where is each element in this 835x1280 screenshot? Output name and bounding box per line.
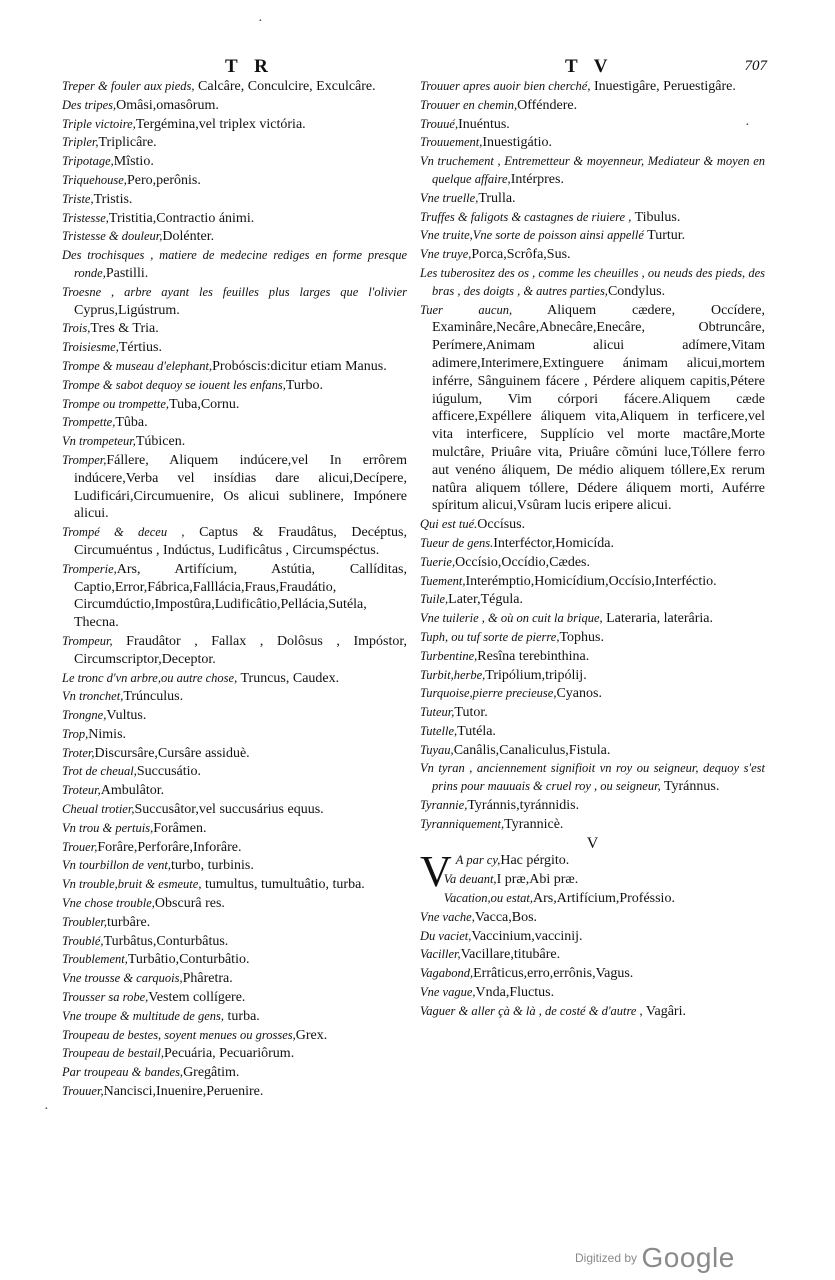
entry-term: Troter, bbox=[62, 745, 95, 760]
entry-term: Troubler, bbox=[62, 914, 108, 929]
running-head-right: T V bbox=[565, 56, 614, 77]
dictionary-entry bbox=[62, 876, 407, 894]
entry-gloss: Tristis. bbox=[93, 191, 133, 207]
entry-gloss: Tûba. bbox=[115, 415, 148, 431]
entry-term: Troublement, bbox=[62, 952, 128, 967]
dictionary-entry bbox=[62, 839, 407, 857]
entry-gloss: Tyránnus. bbox=[660, 779, 720, 795]
entry-term: Vne vache, bbox=[420, 909, 475, 924]
dictionary-entry bbox=[420, 797, 765, 815]
entry-gloss: Canâlis,Canaliculus,Fistula. bbox=[453, 742, 611, 758]
entry-gloss: Resîna terebinthina. bbox=[477, 648, 590, 664]
entry-gloss: Succusâtor,vel succusárius equus. bbox=[134, 802, 324, 818]
entry-gloss: Forâmen. bbox=[153, 820, 207, 836]
entry-term: Triste, bbox=[62, 191, 94, 206]
print-speck: · bbox=[44, 1102, 49, 1117]
entry-term: Qui est tué. bbox=[420, 517, 478, 532]
entry-gloss: Inuéntus. bbox=[458, 116, 510, 132]
entry-gloss: Mîstio. bbox=[113, 154, 154, 170]
entry-gloss: Dolénter. bbox=[162, 229, 215, 245]
entry-gloss: Gregâtim. bbox=[183, 1065, 240, 1081]
entry-term: Tuteur, bbox=[420, 705, 455, 720]
entry-gloss: Lateraria, laterâria. bbox=[602, 611, 713, 627]
dictionary-entry bbox=[420, 742, 765, 760]
entry-term: Trompe & museau d'elephant, bbox=[62, 358, 213, 373]
entry-term: Trouué, bbox=[420, 116, 459, 131]
entry-term: Tromperie, bbox=[62, 561, 117, 576]
dictionary-entry bbox=[420, 685, 765, 703]
dictionary-entry bbox=[62, 914, 407, 932]
dictionary-entry bbox=[62, 633, 407, 669]
dictionary-entry bbox=[420, 760, 765, 796]
entry-gloss: Túbicen. bbox=[135, 434, 186, 450]
dictionary-entry bbox=[420, 871, 765, 889]
entry-term: Triquehouse, bbox=[62, 172, 127, 187]
entry-gloss: Hac pérgito. bbox=[500, 853, 570, 869]
entry-term: Des tripes, bbox=[62, 97, 117, 112]
dictionary-entry bbox=[62, 670, 407, 688]
dictionary-entry bbox=[420, 134, 765, 152]
entry-gloss: Tripólium,tripólij. bbox=[485, 667, 587, 683]
entry-term: Vn trou & pertuis, bbox=[62, 820, 154, 835]
dictionary-entry bbox=[420, 965, 765, 983]
entry-term: Tristesse, bbox=[62, 210, 109, 225]
entry-term: Trois, bbox=[62, 321, 91, 336]
dictionary-entry bbox=[420, 302, 765, 516]
entry-gloss: Porca,Scrôfa,Sus. bbox=[471, 247, 571, 263]
dictionary-entry bbox=[420, 984, 765, 1002]
dictionary-entry bbox=[62, 116, 407, 134]
entry-gloss: Fraudâtor , Fallax , Dolôsus , Impóstor, Circumscriptor,Deceptor. bbox=[74, 633, 407, 667]
entry-term: Vne truye, bbox=[420, 247, 472, 262]
entry-gloss: Occísus. bbox=[477, 517, 526, 533]
entry-gloss: Vnda,Fluctus. bbox=[475, 985, 555, 1001]
entry-term: Vne vague, bbox=[420, 985, 476, 1000]
entry-gloss: Occísio,Occídio,Cædes. bbox=[455, 554, 590, 570]
dictionary-entry bbox=[420, 667, 765, 685]
dictionary-entry bbox=[62, 763, 407, 781]
entry-term: A par cy, bbox=[455, 853, 501, 868]
entry-term: Tyranniquement, bbox=[420, 816, 505, 831]
dictionary-entry bbox=[62, 452, 407, 523]
dropcap-letter: V bbox=[420, 847, 452, 897]
dictionary-entry bbox=[420, 209, 765, 227]
entry-gloss: Turbâtio,Conturbâtio. bbox=[127, 952, 250, 968]
entry-gloss: Interféctor,Homicída. bbox=[493, 535, 614, 551]
entry-term: Va deuant, bbox=[443, 872, 497, 887]
entry-term: Troupeau de bestes, soyent menues ou grosses, bbox=[62, 1027, 296, 1042]
dictionary-entry bbox=[420, 573, 765, 591]
entry-gloss: turbo, turbinis. bbox=[171, 858, 254, 874]
entry-gloss: Aliquem cædere, Occídere, Examinâre,Necâre,Abnecâre,Enecâre, Obtruncâre, Perímere,Animam alicui adímere,Vitam adimere,Interimere,Extinguere ánimam alicui,mortem inférre, Sânguinem fácere , Pérdere aliquem capitis,Pétere iúgulum, Vim córpori fácere.Aliquem cæde afficere,Expéllere áliquem vita,Aliquem in terficere,vel vita interficere, Supplício vel morte mactâre,Morte mulctâre, Priuâre vita, Priuâre cõmúni luce,Tóllere ferro aut venéno áliquem, De médio aliquem tóllere,Ex rerum natûra aliquem tóllere, Dédere áliquem morti, Auférre spíritum alicui,Vsûram lucis eripere alicui. bbox=[432, 302, 765, 514]
dictionary-entry bbox=[62, 414, 407, 432]
dictionary-entry bbox=[420, 554, 765, 572]
entry-gloss: Intérpres. bbox=[510, 171, 564, 187]
entry-gloss: Succusátio. bbox=[136, 764, 202, 780]
dictionary-entry bbox=[420, 516, 765, 534]
entry-term: Tuement, bbox=[420, 573, 466, 588]
entry-term: Trot de cheual, bbox=[62, 764, 137, 779]
dictionary-entry bbox=[62, 396, 407, 414]
dictionary-entry bbox=[62, 782, 407, 800]
right-column-t-entries bbox=[420, 78, 765, 834]
entry-term: Trompé & deceu , bbox=[62, 525, 185, 540]
entry-gloss: Triplicâre. bbox=[98, 135, 157, 151]
entry-gloss: Ars, Artifícium, Astútia, Callíditas, Captio,Error,Fábrica,Falllácia,Fraus,Fraudátio, Circumdúctio,Impostûra,Ludificâtio,Pellácia,Sutéla, Thecna. bbox=[74, 561, 407, 631]
print-speck: · bbox=[745, 118, 750, 133]
dictionary-entry bbox=[62, 951, 407, 969]
entry-gloss: Vaccinium,vaccinij. bbox=[471, 928, 583, 944]
entry-gloss: Tyrannicè. bbox=[504, 816, 564, 832]
entry-term: Tuph, ou tuf sorte de pierre, bbox=[420, 629, 560, 644]
entry-term: Troesne , arbre ayant les feuilles plus larges que l'olivier bbox=[62, 284, 407, 299]
entry-term: Le tronc d'vn arbre,ou autre chose, bbox=[62, 670, 238, 685]
dictionary-entry bbox=[62, 1083, 407, 1101]
dictionary-entry bbox=[420, 704, 765, 722]
entry-gloss: turba. bbox=[224, 1008, 260, 1024]
entry-gloss: Offéndere. bbox=[517, 97, 578, 113]
entry-gloss: Fállere, Aliquem indúcere,vel In errôrem indúcere,Verba vel insídias dare alicui,Decípere, Ludificári,Circumuenire, Os alicui sublinere, Impónere alicui. bbox=[74, 452, 407, 522]
entry-gloss: Tristitia,Contractio ánimi. bbox=[108, 210, 255, 226]
dictionary-entry bbox=[62, 524, 407, 560]
entry-gloss: Interémptio,Homicídium,Occísio,Interféctio. bbox=[465, 573, 717, 589]
entry-gloss: Obscurâ res. bbox=[154, 896, 225, 912]
right-column bbox=[420, 78, 765, 1022]
entry-term: Trouuer en chemin, bbox=[420, 97, 518, 112]
entry-gloss: Vultus. bbox=[106, 708, 147, 724]
dictionary-entry bbox=[62, 688, 407, 706]
entry-term: Des trochisques , matiere de medecine rediges en forme presque ronde, bbox=[62, 248, 407, 280]
dictionary-entry bbox=[420, 116, 765, 134]
dictionary-entry bbox=[62, 172, 407, 190]
entry-gloss: Grex. bbox=[295, 1027, 328, 1043]
entry-term: Tuerie, bbox=[420, 554, 456, 569]
dictionary-entry bbox=[62, 247, 407, 283]
dictionary-entry bbox=[420, 946, 765, 964]
entry-term: Vne truelle, bbox=[420, 190, 479, 205]
entry-term: Trouuement, bbox=[420, 135, 483, 150]
dictionary-entry bbox=[62, 433, 407, 451]
entry-gloss: Omâsi,omasôrum. bbox=[116, 97, 219, 113]
entry-gloss: Tophus. bbox=[559, 629, 604, 645]
entry-term: Troupeau de bestail, bbox=[62, 1046, 164, 1061]
entry-gloss: Vestem collígere. bbox=[148, 990, 246, 1006]
entry-gloss: Inuestigâre, Peruestigâre. bbox=[590, 79, 736, 94]
entry-gloss: Later,Tégula. bbox=[448, 592, 523, 608]
entry-term: Tripler, bbox=[62, 135, 99, 150]
entry-term: Turquoise,pierre precieuse, bbox=[420, 686, 557, 701]
entry-term: Turbit,herbe, bbox=[420, 667, 486, 682]
entry-term: Trouuer apres auoir bien cherché, bbox=[420, 79, 591, 93]
entry-gloss: Turbâtus,Conturbâtus. bbox=[103, 933, 229, 949]
entry-term: Troublé, bbox=[62, 933, 104, 948]
print-speck: · bbox=[258, 14, 263, 29]
dictionary-entry bbox=[62, 134, 407, 152]
entry-term: Vaguer & aller çà & là , de costé & d'autre , bbox=[420, 1003, 643, 1018]
entry-term: Vacation,ou estat, bbox=[443, 891, 534, 906]
dictionary-entry bbox=[62, 320, 407, 338]
entry-term: Triple victoire, bbox=[62, 116, 136, 131]
entry-gloss: Inuestigátio. bbox=[482, 135, 552, 151]
entry-term: Trompe ou trompette, bbox=[62, 396, 170, 411]
entry-gloss: Cyanos. bbox=[556, 686, 602, 702]
entry-gloss: I præ,Abi præ. bbox=[496, 872, 579, 888]
entry-term: Vne trousse & carquois, bbox=[62, 971, 183, 986]
entry-gloss: Vacillare,titubâre. bbox=[460, 947, 561, 963]
dictionary-entry bbox=[420, 1003, 765, 1021]
entry-term: Tristesse & douleur, bbox=[62, 229, 163, 244]
entry-gloss: Condylus. bbox=[607, 283, 666, 299]
entry-term: Vn trouble,bruit & esmeute, bbox=[62, 877, 202, 892]
dictionary-entry bbox=[62, 745, 407, 763]
section-letter-v: V bbox=[586, 834, 599, 852]
entry-term: Vn trompeteur, bbox=[62, 434, 136, 449]
dictionary-entry bbox=[420, 227, 765, 245]
dictionary-entry bbox=[62, 339, 407, 357]
entry-term: Trop, bbox=[62, 726, 89, 741]
dictionary-entry bbox=[420, 928, 765, 946]
entry-gloss: Tergémina,vel triplex victória. bbox=[135, 116, 306, 132]
entry-term: Vaciller, bbox=[420, 947, 461, 962]
entry-gloss: Truncus, Caudex. bbox=[237, 670, 340, 686]
entry-term: Tuile, bbox=[420, 592, 449, 607]
entry-term: Trouuer, bbox=[62, 1084, 104, 1099]
dictionary-entry bbox=[420, 648, 765, 666]
dictionary-entry bbox=[420, 535, 765, 553]
entry-gloss: Trulla. bbox=[478, 190, 516, 206]
dictionary-entry bbox=[62, 1064, 407, 1082]
entry-term: Trongne, bbox=[62, 708, 107, 723]
entry-term: Trouer, bbox=[62, 839, 98, 854]
entry-gloss: Tuba,Cornu. bbox=[169, 396, 240, 412]
entry-gloss: Vagâri. bbox=[642, 1003, 686, 1019]
dictionary-entry bbox=[62, 820, 407, 838]
dictionary-entry bbox=[62, 1045, 407, 1063]
dictionary-entry bbox=[62, 707, 407, 725]
entry-term: Turbentine, bbox=[420, 648, 478, 663]
entry-term: Vn tronchet, bbox=[62, 689, 124, 704]
entry-gloss: Turtur. bbox=[643, 228, 686, 244]
entry-gloss: Pecuária, Pecuariôrum. bbox=[163, 1046, 295, 1062]
entry-gloss: Ars,Artifícium,Proféssio. bbox=[533, 891, 675, 907]
entry-gloss: tumultus, tumultuâtio, turba. bbox=[201, 877, 365, 893]
entry-term: Truffes & faligots & castagnes de riuiere , bbox=[420, 209, 632, 224]
dictionary-entry bbox=[62, 97, 407, 115]
dictionary-entry bbox=[62, 1008, 407, 1026]
entry-gloss: Pastilli. bbox=[105, 265, 149, 281]
right-column-v-entries bbox=[420, 871, 765, 1020]
entry-term: Les tuberositez des os , comme les cheuilles , ou neuds des pieds, des bras , des doigts , & autres parties, bbox=[420, 265, 765, 298]
dictionary-entry bbox=[62, 377, 407, 395]
entry-gloss: Tibulus. bbox=[631, 209, 681, 225]
entry-term: Du vaciet, bbox=[420, 928, 472, 943]
entry-term: Vne troupe & multitude de gens, bbox=[62, 1008, 225, 1023]
dictionary-entry bbox=[62, 210, 407, 228]
entry-gloss: Errâticus,erro,errônis,Vagus. bbox=[473, 966, 634, 982]
entry-gloss: Trúnculus. bbox=[123, 689, 184, 705]
dictionary-entry bbox=[420, 190, 765, 208]
entry-gloss: Tutéla. bbox=[457, 723, 496, 739]
dictionary-entry bbox=[420, 97, 765, 115]
dictionary-entry bbox=[420, 629, 765, 647]
entry-gloss: Tres & Tria. bbox=[90, 321, 159, 337]
entry-term: Vn tourbillon de vent, bbox=[62, 858, 172, 873]
google-logo: Google bbox=[641, 1242, 735, 1273]
dictionary-entry bbox=[62, 933, 407, 951]
entry-term: Trompette, bbox=[62, 415, 116, 430]
entry-gloss: Turbo. bbox=[285, 377, 324, 393]
entry-gloss: Tértius. bbox=[118, 340, 162, 356]
entry-gloss: Tutor. bbox=[454, 705, 488, 721]
dictionary-entry bbox=[62, 857, 407, 875]
entry-term: Tromper, bbox=[62, 452, 107, 467]
dictionary-entry bbox=[420, 723, 765, 741]
dictionary-entry bbox=[420, 246, 765, 264]
dictionary-entry bbox=[420, 153, 765, 189]
entry-term: Vne chose trouble, bbox=[62, 896, 155, 911]
dictionary-entry bbox=[62, 78, 407, 96]
entry-term: Tuer aucun, bbox=[420, 302, 513, 317]
dictionary-entry bbox=[62, 1027, 407, 1045]
entry-gloss: Nancisci,Inuenire,Peruenire. bbox=[103, 1084, 264, 1100]
dictionary-entry bbox=[62, 191, 407, 209]
entry-term: Trousser sa robe, bbox=[62, 990, 149, 1005]
entry-term: Tripotage, bbox=[62, 154, 114, 169]
entry-term: Tuyau, bbox=[420, 742, 454, 757]
dictionary-entry bbox=[62, 561, 407, 632]
entry-term: Trompeur, bbox=[62, 633, 113, 648]
running-head-left: T R bbox=[225, 56, 274, 77]
dictionary-entry bbox=[420, 816, 765, 834]
dictionary-entry bbox=[62, 228, 407, 246]
entry-gloss: Probóscis:dicitur etiam Manus. bbox=[212, 358, 387, 374]
entry-gloss: turbâre. bbox=[107, 914, 151, 930]
dictionary-entry bbox=[420, 909, 765, 927]
entry-gloss: Phâretra. bbox=[182, 971, 233, 987]
dictionary-entry bbox=[420, 265, 765, 301]
dictionary-entry bbox=[62, 726, 407, 744]
dictionary-entry bbox=[62, 895, 407, 913]
dictionary-entry bbox=[62, 970, 407, 988]
entry-term: Trompe & sabot dequoy se iouent les enfans, bbox=[62, 377, 286, 392]
entry-gloss: Cyprus,Ligústrum. bbox=[74, 302, 180, 318]
dictionary-entry bbox=[62, 989, 407, 1007]
entry-term: Tyrannie, bbox=[420, 798, 468, 813]
dictionary-entry bbox=[62, 153, 407, 171]
entry-gloss: Nimis. bbox=[88, 726, 127, 742]
entry-gloss: Ambulâtor. bbox=[100, 783, 165, 799]
dictionary-entry bbox=[62, 801, 407, 819]
entry-term: Vne tuilerie , & où on cuit la brique, bbox=[420, 611, 603, 626]
left-column bbox=[62, 78, 407, 1102]
entry-gloss: Vacca,Bos. bbox=[474, 909, 538, 925]
entry-gloss: Discursâre,Cursâre assiduè. bbox=[94, 745, 250, 761]
entry-term: Tueur de gens. bbox=[420, 535, 494, 550]
entry-term: Troteur, bbox=[62, 783, 101, 798]
dictionary-entry bbox=[420, 78, 765, 96]
entry-term: Vn truchement , Entremetteur & moyenneur, Mediateur & moyen en quelque affaire, bbox=[420, 154, 765, 186]
entry-gloss: Calcâre, Conculcire, Exculcâre. bbox=[194, 79, 376, 94]
google-watermark bbox=[575, 1242, 735, 1274]
entry-term: Par troupeau & bandes, bbox=[62, 1065, 184, 1080]
entry-term: Vn tyran , anciennement signifioit vn roy ou seigneur, dequoy s'est prins pour mauuais & cruel roy , ou seigneur, bbox=[420, 761, 765, 794]
entry-term: Cheual trotier, bbox=[62, 802, 135, 817]
entry-term: Treper & fouler aux pieds, bbox=[62, 79, 195, 93]
entry-term: Troisiesme, bbox=[62, 340, 119, 355]
entry-gloss: Tyránnis,tyránnidis. bbox=[467, 798, 580, 814]
entry-gloss: Pero,perônis. bbox=[126, 172, 201, 188]
dictionary-entry bbox=[62, 284, 407, 320]
entry-gloss: Forâre,Perforâre,Inforâre. bbox=[97, 839, 242, 855]
dictionary-entry bbox=[420, 610, 765, 628]
entry-term: Vne truite,Vne sorte de poisson ainsi appellé bbox=[420, 228, 644, 243]
page-number: 707 bbox=[744, 58, 767, 74]
digitized-by-label: Digitized by bbox=[575, 1251, 638, 1265]
entry-term: Vagabond, bbox=[420, 966, 474, 981]
entry-term: Tutelle, bbox=[420, 723, 458, 738]
dictionary-entry bbox=[420, 591, 765, 609]
dictionary-entry bbox=[62, 358, 407, 376]
entry-gloss: Captus & Fraudâtus, Decéptus, Circumuéntus , Indúctus, Ludificâtus , Circumspéctus. bbox=[74, 525, 407, 558]
dictionary-entry bbox=[420, 890, 765, 908]
